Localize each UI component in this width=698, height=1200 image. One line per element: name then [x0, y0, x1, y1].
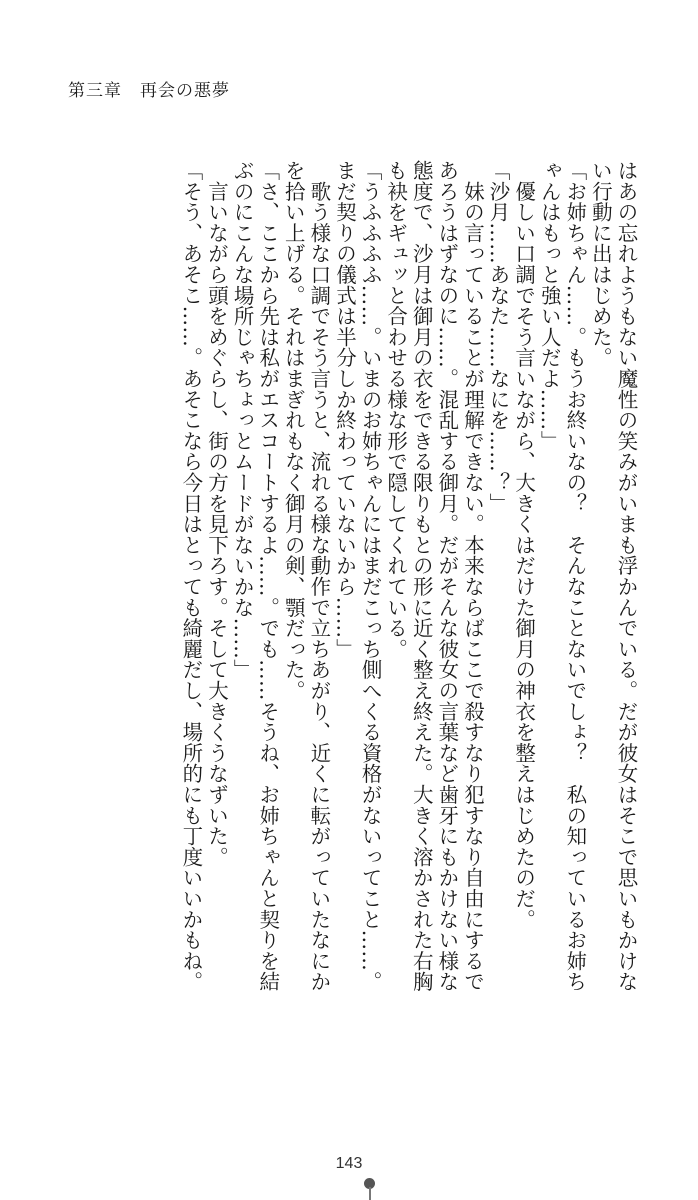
text-line: 「沙月……あなた……なにを……？」 — [486, 160, 511, 514]
text-line: ぶのにこんな場所じゃちょっとムードがないかな……」 — [230, 160, 255, 680]
text-line: まだ契りの儀式は半分しか終わっていないから……」 — [332, 160, 357, 660]
text-line: 妹の言っていることが理解できない。本来ならばここで殺すなり犯すなり自由にするで — [460, 160, 485, 992]
text-line: 「うふふふふ……。いまのお姉ちゃんにはまだこっち側へくる資格がないってこと……。 — [358, 160, 383, 992]
text-line: い行動に出はじめた。 — [588, 160, 613, 368]
text-line: 態度で、沙月は御月の衣をできる限りもとの形に近く整え終えた。大きく溶かされた右胸 — [409, 160, 434, 992]
text-line: を拾い上げる。それはまぎれもなく御月の剣、顎だった。 — [281, 160, 306, 701]
body-text — [58, 160, 638, 1070]
text-line: ゃんはもっと強い人だよ……」 — [537, 160, 562, 452]
page-number: 143 — [335, 1155, 363, 1172]
text-line: 「そう、あそこ……。あそこなら今日はとっても綺麗だし、場所的にも丁度いいかもね。 — [178, 160, 203, 992]
text-line: 優しい口調でそう言いながら、大きくはだけた御月の神衣を整えはじめたのだ。 — [511, 160, 536, 930]
text-line: 「さ、ここから先は私がエスコートするよ……。でも……そうね、お姉ちゃんと契りを結 — [255, 160, 280, 992]
text-line: 言いながら頭をめぐらし、街の方を見下ろす。そして大きくうなずいた。 — [204, 160, 229, 868]
text-line: も袂をギュッと合わせる様な形で隠してくれている。 — [383, 160, 408, 660]
page-marker-icon — [363, 1175, 377, 1200]
chapter-title: 第三章 再会の悪夢 — [68, 81, 230, 101]
text-line: 「お姉ちゃん……。もうお終いなの？ そんなことないでしょ？ 私の知っているお姉ち — [562, 160, 587, 992]
text-line: あろうはずなのに……。混乱する御月。だがそんな彼女の言葉など歯牙にもかけない様な — [434, 160, 459, 992]
text-line: はあの忘れようもない魔性の笑みがいまも浮かんでいる。だが彼女はそこで思いもかけな — [614, 160, 638, 992]
text-line: 歌う様な口調でそう言うと、流れる様な動作で立ちあがり、近くに転がっていたなにか — [306, 160, 331, 992]
